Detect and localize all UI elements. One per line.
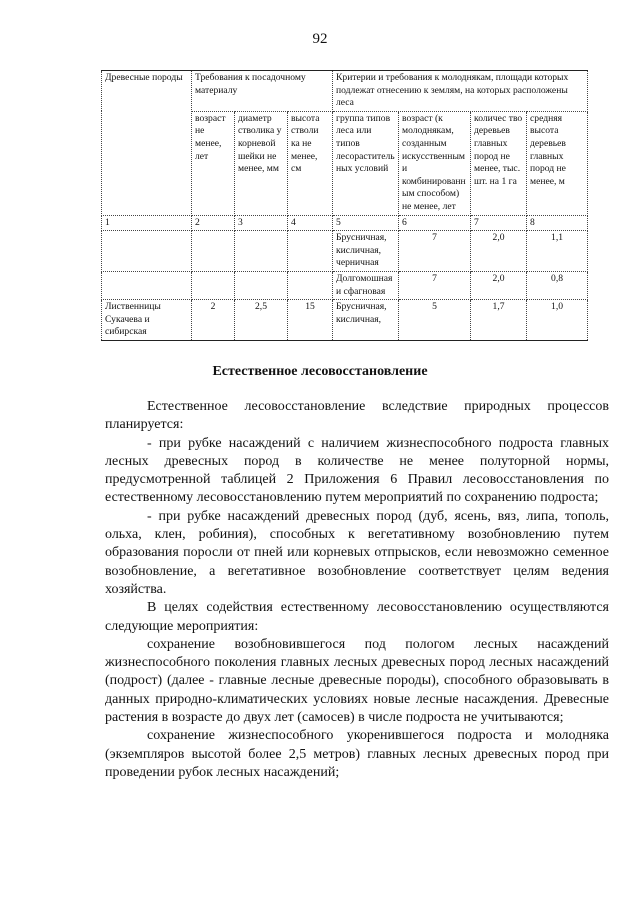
section-title: Естественное лесовосстановление: [212, 364, 428, 379]
subheader-avg-height: средняя высота деревьев главных пород не менее, м: [527, 111, 588, 215]
cell-tree-count: 2,0: [471, 231, 527, 272]
paragraph: В целях содействия естественному лесовосстановлению осуществляются следующие мероприятия:: [105, 600, 609, 634]
cell-species: Лиственницы Сукачева и сибирская: [102, 300, 192, 341]
cell-forest-type: Брусничная, кисличная, черничная: [333, 231, 399, 272]
cell-diameter: [235, 271, 288, 299]
column-number: 4: [288, 215, 333, 231]
cell-species: [102, 231, 192, 272]
cell-young-age: 7: [399, 271, 471, 299]
table-number-row: [102, 215, 588, 231]
subheader-forest-type: группа типов леса или типов лесораститель ных условий: [333, 111, 399, 215]
column-number: 1: [102, 215, 192, 231]
forest-requirements-table: [101, 70, 588, 341]
subheader-tree-count: количес тво деревьев главных пород не менее, тыс. шт. на 1 га: [471, 111, 527, 215]
page-number: 92: [312, 31, 328, 47]
column-number: 7: [471, 215, 527, 231]
cell-young-age: 5: [399, 300, 471, 341]
subheader-young-age: возраст (к молоднякам, созданным искусственным и комбинированн ым способом) не менее, лет: [399, 111, 471, 215]
column-number: 3: [235, 215, 288, 231]
subheader-age: возраст не менее, лет: [192, 111, 235, 215]
cell-tree-count: 2,0: [471, 271, 527, 299]
cell-age: [192, 231, 235, 272]
column-number: 6: [399, 215, 471, 231]
subheader-diameter: диаметр стволика у корневой шейки не менее, мм: [235, 111, 288, 215]
cell-avg-height: 0,8: [527, 271, 588, 299]
cell-young-age: 7: [399, 231, 471, 272]
header-species: Древесные породы: [102, 71, 192, 216]
paragraph: - при рубке насаждений древесных пород (дуб, ясень, вяз, липа, тополь, ольха, клен, робиния), способных к вегетативному возобновлению путем образования поросли от пней или корневых отпрысков, если невозможно семенное возобновление, а вегетативное возобновление соответствует целям ведения хозяйства.: [105, 508, 609, 597]
subheader-height: высота стволи ка не менее, см: [288, 111, 333, 215]
cell-height: [288, 271, 333, 299]
cell-age: 2: [192, 300, 235, 341]
table-row: [102, 300, 588, 341]
cell-forest-type: Долгомошная и сфагновая: [333, 271, 399, 299]
column-number: 8: [527, 215, 588, 231]
column-number: 2: [192, 215, 235, 231]
header-criteria: Критерии и требования к молоднякам, площади которых подлежат отнесению к землям, на которых расположены леса: [333, 71, 588, 112]
cell-diameter: 2,5: [235, 300, 288, 341]
cell-forest-type: Брусничная, кисличная,: [333, 300, 399, 341]
header-planting-material: Требования к посадочному материалу: [192, 71, 333, 112]
column-number: 5: [333, 215, 399, 231]
paragraph: Естественное лесовосстановление вследствие природных процессов планируется:: [105, 399, 609, 433]
cell-height: 15: [288, 300, 333, 341]
cell-diameter: [235, 231, 288, 272]
cell-tree-count: 1,7: [471, 300, 527, 341]
cell-age: [192, 271, 235, 299]
table-row: [102, 231, 588, 272]
cell-height: [288, 231, 333, 272]
cell-species: [102, 271, 192, 299]
body-text: [105, 398, 609, 782]
paragraph: сохранение жизнеспособного укоренившегося подроста и молодняка (экземпляров высотой более 2,5 метров) главных лесных древесных пород при проведении рубок лесных насаждений;: [105, 728, 609, 780]
paragraph: сохранение возобновившегося под пологом лесных насаждений жизнеспособного поколения главных лесных древесных пород лесных насаждений (подрост) (далее - главные лесные древесные породы), способного образовывать в данных природно-климатических условиях новые лесные насаждения. Древесные растения в возрасте до двух лет (самосев) в числе подроста не учитываются;: [105, 636, 609, 726]
table-row: [102, 271, 588, 299]
table-header-row: [102, 71, 588, 112]
cell-avg-height: 1,0: [527, 300, 588, 341]
cell-avg-height: 1,1: [527, 231, 588, 272]
paragraph: - при рубке насаждений с наличием жизнеспособного подроста главных лесных древесных пород в количестве не менее полуторной нормы, предусмотренной таблицей 2 Приложения 6 Правил лесовосстановления по естественному лесовосстановлению путем мероприятий по сохранению подроста;: [105, 435, 609, 506]
